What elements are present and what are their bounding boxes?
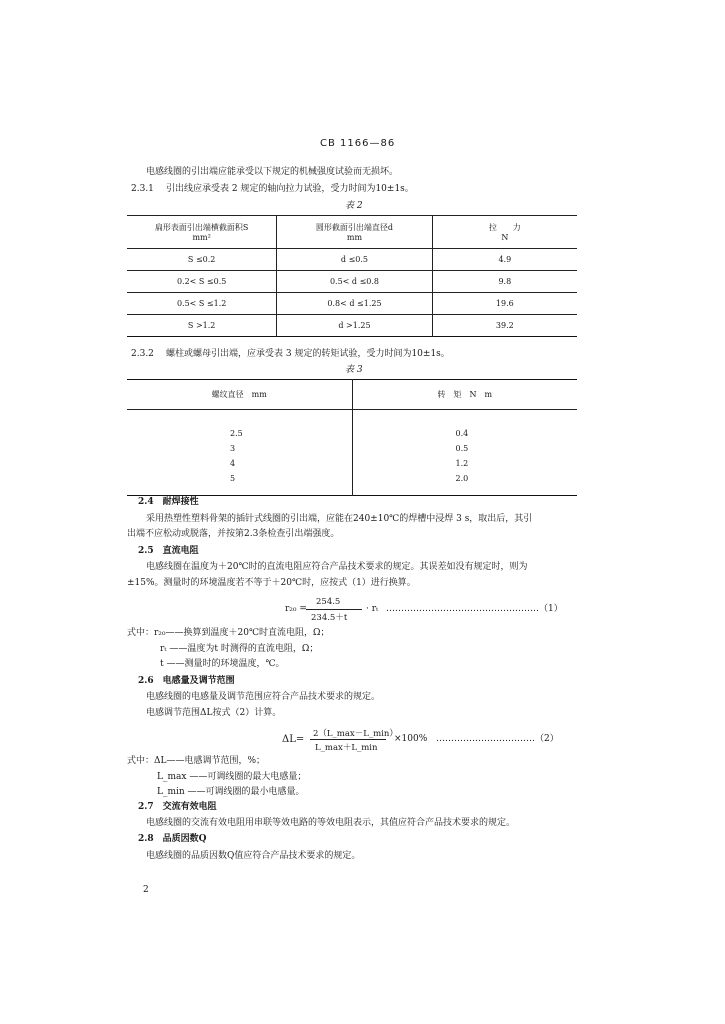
table-3-header-cell: 螺纹直径 mm	[127, 380, 352, 410]
clause-2-3-2-text: 螺柱或螺母引出端，应承受表 3 规定的转矩试验，受力时间为10±1s。	[166, 349, 450, 359]
table-3-caption: 表 3	[345, 365, 363, 375]
table-row	[127, 456, 577, 471]
section-2-6-title: 2.6 电感量及调节范围	[138, 676, 235, 686]
table-cell: 4	[127, 456, 352, 471]
table-cell: d >1.25	[277, 315, 432, 337]
equation-1-number: ……………………………………………（1）	[386, 604, 563, 614]
equation-1-tail: · rₜ	[366, 604, 379, 614]
table-row	[127, 426, 577, 441]
equation-1-where-1: 式中：r₂₀——换算到温度＋20℃时直流电阻，Ω；	[127, 628, 330, 638]
section-2-5-line-2: ±15%。测量时的环境温度若不等于＋20℃时，应按式（1）进行换算。	[127, 578, 416, 588]
equation-1-denominator: 234.5＋t	[311, 613, 348, 623]
table-3-spacer	[127, 410, 352, 426]
equation-2-numerator: 2（L_max－L_min）	[313, 729, 398, 739]
header-text: 圆形截面引出端直径d	[315, 223, 394, 232]
equation-1-fraction-bar	[306, 609, 362, 610]
table-2-header-cell	[432, 216, 577, 249]
equation-2-tail: ×100%	[394, 734, 428, 744]
table-2	[127, 215, 577, 337]
header-unit: mm²	[192, 233, 211, 242]
table-row	[127, 271, 577, 293]
table-cell: 0.5< S ≤1.2	[176, 299, 227, 308]
section-2-8-title: 2.8 品质因数Q	[138, 834, 207, 844]
table-3	[127, 379, 577, 496]
table-2-header-cell	[127, 216, 277, 249]
table-row	[127, 471, 577, 486]
table-3-spacer	[352, 486, 577, 496]
table-cell: 0.8< d ≤1.25	[277, 293, 432, 315]
page-header-code: CB 1166—86	[320, 138, 396, 149]
equation-1-lhs: r₂₀ =	[285, 604, 307, 614]
section-2-5-line-1: 电感线圈在温度为＋20℃时的直流电阻应符合产品技术要求的规定。其误差如没有规定时，则为	[146, 562, 528, 572]
section-2-4-line-2: 出端不应松动或脱落，并按第2.3条检查引出端强度。	[127, 529, 340, 539]
equation-1-where-3: t ——测量时的环境温度，℃。	[160, 659, 285, 669]
section-2-4-line-1: 采用热塑性塑料骨架的插针式线圈的引出端，应能在240±10℃的焊槽中浸焊 3 s，取出后，其引	[146, 514, 533, 524]
table-cell: 0.4	[455, 428, 469, 438]
header-unit: N	[501, 233, 509, 242]
table-row	[127, 293, 577, 315]
table-cell: 5	[127, 471, 352, 486]
section-2-6-line-1: 电感线圈的电感量及调节范围应符合产品技术要求的规定。	[146, 692, 381, 702]
table-cell: 0.5< d ≤0.8	[277, 271, 432, 293]
table-row	[127, 441, 577, 456]
table-2-header-row	[127, 216, 577, 249]
equation-1-numerator: 254.5	[316, 597, 341, 607]
section-2-7-line-1: 电感线圈的交流有效电阻用串联等效电路的等效电阻表示，其值应符合产品技术要求的规定。	[146, 818, 516, 828]
table-cell: d ≤0.5	[277, 249, 432, 271]
equation-2-where-2: L_max ——可调线圈的最大电感量；	[157, 772, 307, 782]
clause-2-3-2-number: 2.3.2	[131, 349, 154, 359]
equation-2-fraction-bar	[310, 739, 386, 740]
intro-paragraph: 电感线圈的引出端应能承受以下规定的机械强度试验而无损坏。	[146, 167, 399, 177]
table-cell: 9.8	[432, 271, 577, 293]
table-cell: 0.5	[455, 443, 469, 453]
table-cell: 3	[127, 441, 352, 456]
table-cell: 2.5	[127, 426, 352, 441]
equation-2-lhs: ΔL=	[282, 734, 305, 745]
table-cell: 4.9	[432, 249, 577, 271]
section-2-6-line-2: 电感调节范围ΔL按式（2）计算。	[146, 708, 282, 718]
clause-2-3-1-number: 2.3.1	[131, 184, 154, 194]
table-row	[127, 315, 577, 337]
table-2-caption: 表 2	[345, 201, 363, 211]
header-text: 拉 力	[488, 223, 521, 232]
section-2-4-title: 2.4 耐焊接性	[138, 497, 199, 507]
section-2-8-line-1: 电感线圈的品质因数Q值应符合产品技术要求的规定。	[146, 851, 361, 861]
table-3-spacer	[127, 486, 352, 496]
clause-2-3-1-text: 引出线应承受表 2 规定的轴向拉力试验，受力时间为10±1s。	[166, 184, 414, 194]
table-cell: 39.2	[432, 315, 577, 337]
table-cell: S >1.2	[187, 321, 216, 330]
table-cell: 0.2< S ≤0.5	[176, 277, 227, 286]
table-3-header-cell: 转 矩 N m	[437, 390, 493, 399]
table-3-spacer	[352, 410, 577, 426]
table-cell: 19.6	[432, 293, 577, 315]
page-number: 2	[143, 885, 149, 895]
equation-1-where-2: rₜ ——温度为t 时测得的直流电阻，Ω；	[160, 644, 319, 654]
table-cell: S ≤0.2	[187, 255, 216, 264]
table-cell: 2.0	[455, 473, 469, 483]
table-cell: 1.2	[455, 458, 469, 468]
header-text: 扁形表面引出端横截面积S	[154, 223, 249, 232]
equation-2-denominator: L_max＋L_min	[315, 743, 378, 753]
section-2-7-title: 2.7 交流有效电阻	[138, 802, 217, 812]
header-unit: mm	[346, 233, 363, 242]
equation-2-number: ……………………………（2）	[436, 734, 559, 744]
equation-2-where-3: L_min ——可调线圈的最小电感量。	[157, 787, 305, 797]
table-row	[127, 249, 577, 271]
section-2-5-title: 2.5 直流电阻	[138, 546, 199, 556]
table-2-header-cell	[277, 216, 432, 249]
equation-2-where-1: 式中：ΔL——电感调节范围，%；	[127, 756, 266, 766]
table-3-header-row	[127, 380, 577, 410]
